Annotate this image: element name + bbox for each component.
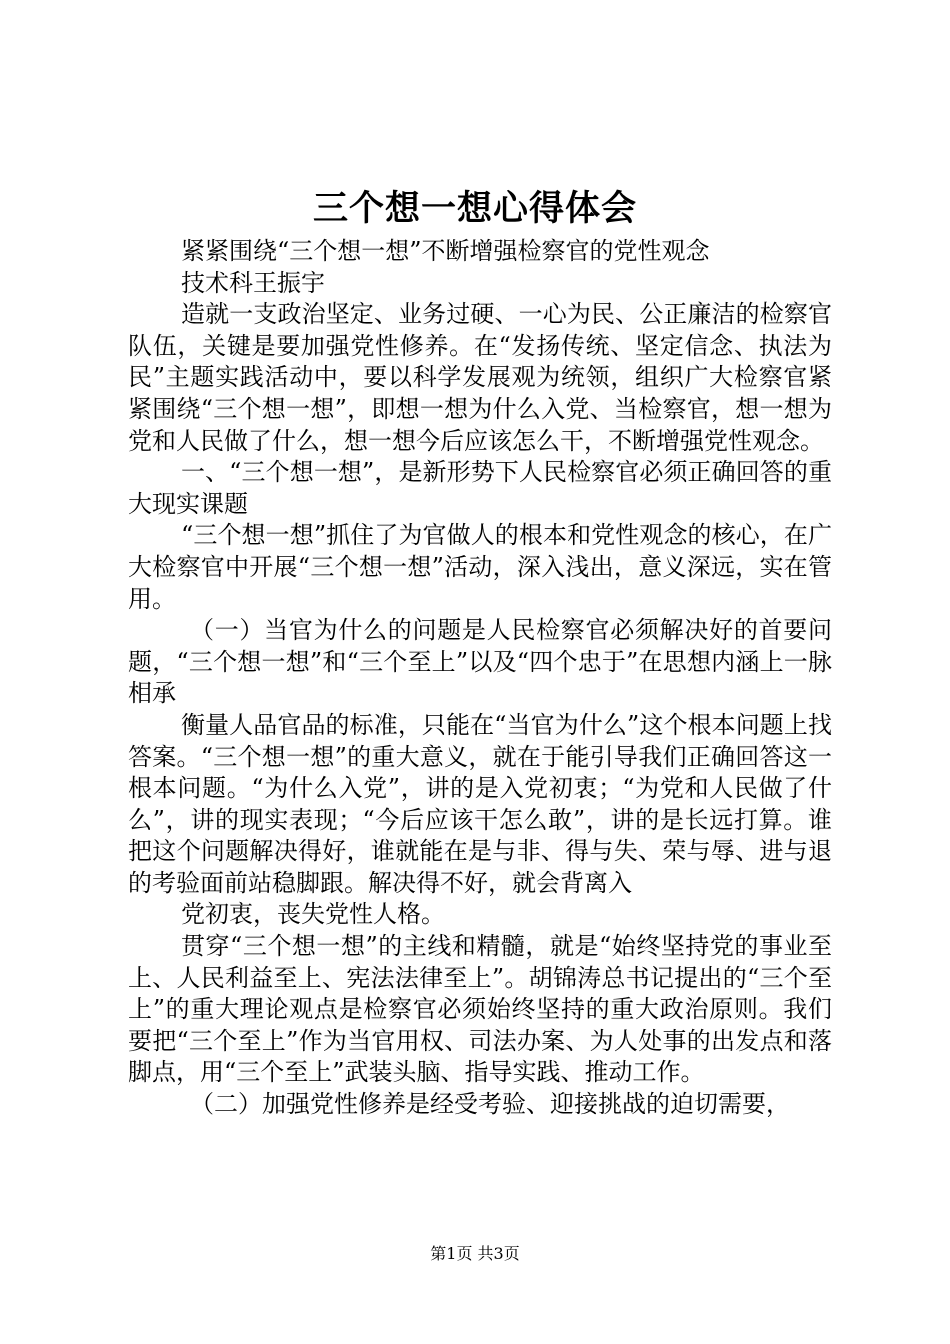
document-body (128, 236, 832, 1121)
body-paragraph: “三个想一想”抓住了为官做人的根本和党性观念的核心，在广大检察官中开展“三个想一想”活动，深入浅出，意义深远，实在管用。 (128, 521, 832, 613)
subsection-heading: （二）加强党性修养是经受考验、迎接挑战的迫切需要， (190, 1090, 790, 1119)
subtitle-paragraph: 紧紧围绕“三个想一想”不断增强检察官的党性观念 (181, 237, 710, 265)
body-paragraph: 造就一支政治坚定、业务过硬、一心为民、公正廉洁的检察官队伍，关键是要加强党性修养。在“发扬传统、坚定信念、执法为民”主题实践活动中，要以科学发展观为统领，组织广大检察官紧紧围绕“三个想一想”，即想一想为什么入党、当检察官，想一想为党和人民做了什么，想一想今后应该怎么干，不断增强党性观念。 (128, 300, 832, 455)
subsection-heading: （一）当官为什么的问题是人民检察官必须解决好的首要问题，“三个想一想”和“三个至上”以及“四个忠于”在思想内涵上一脉相承 (128, 616, 832, 708)
body-paragraph: 贯穿“三个想一想”的主线和精髓，就是“始终坚持党的事业至上、人民利益至上、宪法法律至上”。胡锦涛总书记提出的“三个至上”的重大理论观点是检察官必须始终坚持的重大政治原则。我们要把“三个至上”作为当官用权、司法办案、为人处事的出发点和落脚点，用“三个至上”武装头脑、指导实践、推动工作。 (128, 932, 832, 1087)
page-footer: 第1页 共3页 (430, 1244, 520, 1263)
section-heading: 一、“三个想一想”，是新形势下人民检察官必须正确回答的重大现实课题 (128, 458, 832, 518)
body-paragraph: 衡量人品官品的标准，只能在“当官为什么”这个根本问题上找答案。“三个想一想”的重大意义，就在于能引导我们正确回答这一根本问题。“为什么入党”，讲的是入党初衷；“为党和人民做了什么”，讲的现实表现；“今后应该干怎么敢”，讲的是长远打算。谁把这个问题解决得好，谁就能在是与非、得与失、荣与辱、进与退的考验面前站稳脚跟。解决得不好，就会背离入 (128, 710, 832, 897)
body-paragraph: 党初衷，丧失党性人格。 (181, 900, 445, 929)
author-line: 技术科王振宇 (181, 268, 325, 297)
document-title: 三个想一想心得体会 (312, 188, 637, 229)
